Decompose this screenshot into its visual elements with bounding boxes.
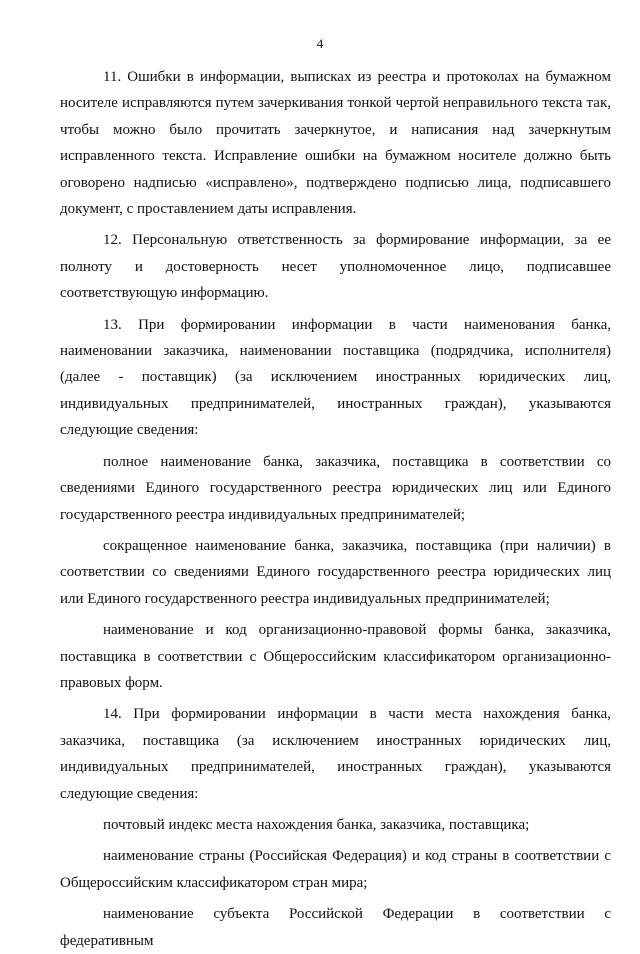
paragraph-13-short-name: сокращенное наименование банка, заказчика, поставщика (при наличии) в соответствии со сведениями Единого государственного реестра юридических лиц или Единого государственного реестра индивидуальных предпринимателей; xyxy=(60,537,611,607)
page-number: 4 xyxy=(316,36,324,51)
paragraph-11: 11. Ошибки в информации, выписках из реестра и протоколах на бумажном носителе исправляются путем зачеркивания тонкой чертой неправильного текста так, чтобы можно было прочитать зачеркнутое, и написания над зачеркнутым исправленного текста. Исправление ошибки на бумажном носителе должно быть оговорено надписью «исправлено», подтверждено подписью лица, подписавшего документ, с проставлением даты исправления. xyxy=(60,69,611,218)
paragraph-13-legal-form: наименование и код организационно-правовой формы банка, заказчика, поставщика в соответствии с Общероссийским классификатором организационно-правовых форм. xyxy=(60,622,611,691)
paragraph-14-postal-code: почтовый индекс места нахождения банка, заказчика, поставщика; xyxy=(103,816,530,833)
paragraph-12: 12. Персональную ответственность за формирование информации, за ее полноту и достоверность несет уполномоченное лицо, подписавшее соответствующую информацию. xyxy=(60,232,611,302)
paragraph-14-country: наименование страны (Российская Федерация) и код страны в соответствии с Общероссийским классификатором стран мира; xyxy=(60,848,611,891)
document-body xyxy=(60,64,611,949)
paragraph-13: 13. При формировании информации в части наименования банка, наименовании заказчика, наименовании поставщика (подрядчика, исполнителя) (далее - поставщик) (за исключением иностранных юридических лиц, индивидуальных предпринимателей, иностранных граждан), указываются следующие сведения: xyxy=(60,316,611,439)
paragraph-13-full-name: полное наименование банка, заказчика, поставщика в соответствии со сведениями Единого государственного реестра юридических лиц или Единого государственного реестра индивидуальных предпринимателей; xyxy=(60,453,611,523)
paragraph-14-region: наименование субъекта Российской Федерации в соответствии с федеративным xyxy=(60,906,611,949)
paragraph-14: 14. При формировании информации в части места нахождения банка, заказчика, поставщика (за исключением иностранных юридических лиц, индивидуальных предпринимателей, иностранных граждан), указываются следующие сведения: xyxy=(60,706,611,802)
